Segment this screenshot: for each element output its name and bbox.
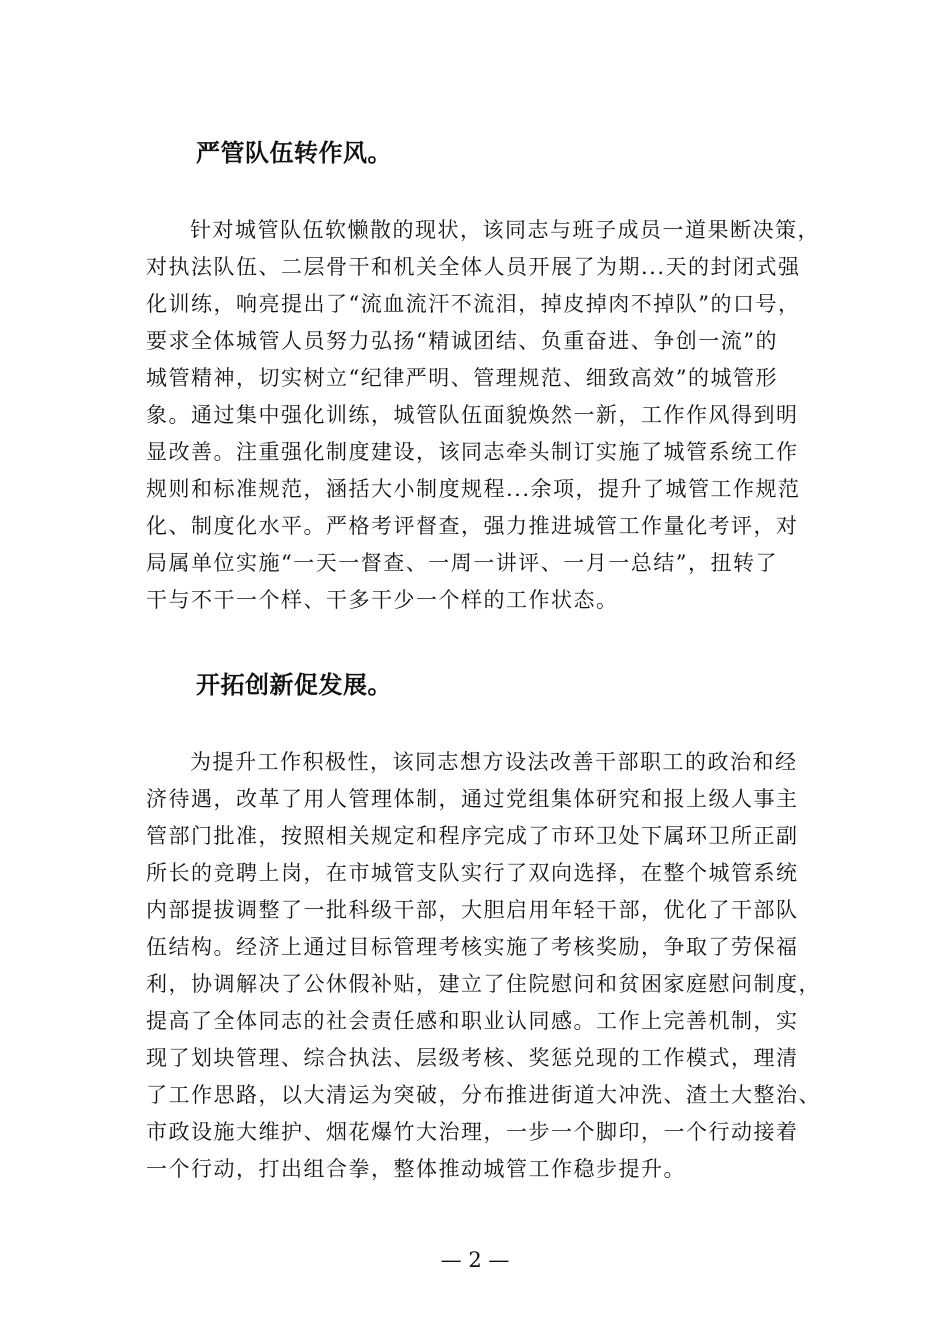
page-number: — 2 — xyxy=(440,1248,510,1272)
paragraph-line: 市政设施大维护、烟花爆竹大治理，一步一个脚印，一个行动接着 xyxy=(146,1120,799,1144)
paragraph-line: 管部门批准，按照相关规定和程序完成了市环卫处下属环卫所正副 xyxy=(146,824,799,848)
paragraph-line: 显改善。注重强化制度建设，该同志牵头制订实施了城管系统工作 xyxy=(146,440,799,464)
paragraph-line: 现了划块管理、综合执法、层级考核、奖惩兑现的工作模式，理清 xyxy=(146,1046,799,1070)
paragraph-line: 利，协调解决了公休假补贴，建立了住院慰问和贫困家庭慰问制度， xyxy=(146,972,821,996)
paragraph-line: 干与不干一个样、干多干少一个样的工作状态。 xyxy=(146,588,619,612)
paragraph-line: 提高了全体同志的社会责任感和职业认同感。工作上完善机制，实 xyxy=(146,1009,799,1033)
section-heading-1: 严管队伍转作风。 xyxy=(196,139,392,167)
paragraph-line: 伍结构。经济上通过目标管理考核实施了考核奖励，争取了劳保福 xyxy=(146,935,799,959)
paragraph-line: 为提升工作积极性，该同志想方设法改善干部职工的政治和经 xyxy=(190,750,798,774)
paragraph-line: 内部提拔调整了一批科级干部，大胆启用年轻干部，优化了干部队 xyxy=(146,898,799,922)
paragraph-line: 了工作思路，以大清运为突破，分布推进街道大冲洗、渣土大整治、 xyxy=(146,1083,821,1107)
paragraph-line: 象。通过集中强化训练，城管队伍面貌焕然一新，工作作风得到明 xyxy=(146,403,799,427)
paragraph-line: 对执法队伍、二层骨干和机关全体人员开展了为期...天的封闭式强 xyxy=(146,255,801,279)
paragraph-line: 济待遇，改革了用人管理体制，通过党组集体研究和报上级人事主 xyxy=(146,787,799,811)
paragraph-line: 针对城管队伍软懒散的现状，该同志与班子成员一道果断决策， xyxy=(190,218,820,242)
paragraph-line: 局属单位实施“一天一督查、一周一讲评、一月一总结”，扭转了 xyxy=(146,551,778,575)
paragraph-line: 城管精神，切实树立“纪律严明、管理规范、细致高效”的城管形 xyxy=(146,366,778,390)
section-paragraph-2 xyxy=(146,744,826,1188)
paragraph-line: 规则和标准规范，涵括大小制度规程...余项，提升了城管工作规范 xyxy=(146,477,801,501)
paragraph-line: 一个行动，打出组合拳，整体推动城管工作稳步提升。 xyxy=(146,1157,686,1181)
paragraph-line: 化、制度化水平。严格考评督查，强力推进城管工作量化考评，对 xyxy=(146,514,799,538)
paragraph-line: 化训练，响亮提出了“流血流汗不流泪，掉皮掉肉不掉队”的口号， xyxy=(146,292,801,316)
section-paragraph-1 xyxy=(146,212,826,619)
section-heading-2: 开拓创新促发展。 xyxy=(196,671,392,699)
paragraph-line: 所长的竞聘上岗，在市城管支队实行了双向选择，在整个城管系统 xyxy=(146,861,799,885)
paragraph-line: 要求全体城管人员努力弘扬“精诚团结、负重奋进、争创一流”的 xyxy=(146,329,778,353)
